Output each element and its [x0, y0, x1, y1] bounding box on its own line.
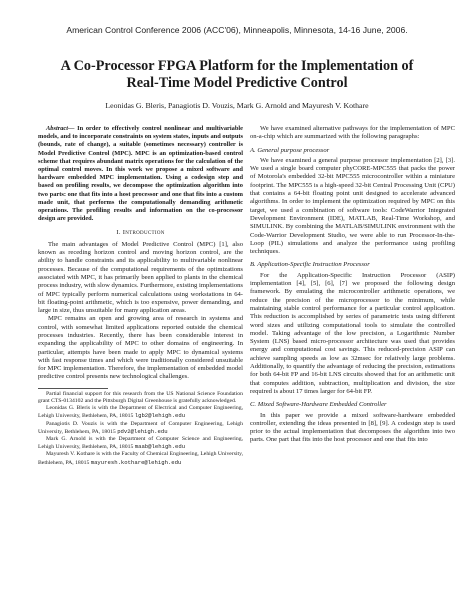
email-bleris[interactable]: lgb2@lehigh.edu: [134, 412, 186, 420]
abstract: [38, 125, 243, 223]
footnote-bleris: Leonidas G. Bleris is with the Department of Electrical and Computer Engineering, Lehigh University, Bethlehem, PA, 18015 lgb2@lehigh.edu: [38, 405, 243, 420]
left-column: [38, 125, 243, 467]
abstract-text: — In order to effectively control nonlinear and multivariable models, and to incorporate constraints on system states, inputs and outputs (bounds, rate of change), a suitable (sometimes necessary) controller is Model Predictive Control (MPC). MPC is an optimization-based control scheme that requires abundant matrix operations for the calculation of the optimal control moves. In this work we propose a mixed software and hardware embedded MPC implementation. Using a codesign step and based on profiling results, we decompose the optimization algorithm into two parts: one that fits into a host processor and one that fits into a custom made unit, that performs the computationally demanding arithmetic operations. The profiling results and information on the co-processor design are provided.: [38, 125, 243, 223]
pathways-intro: We have examined alternative pathways for the implementation of MPC on-a-chip which are summarized with the following paragraphs:: [250, 125, 455, 141]
subsection-heading-c: C. Mixed Software-Hardware Embedded Controller: [250, 401, 387, 409]
email-arnold[interactable]: maab@lehigh.edu: [134, 443, 186, 451]
right-column: [250, 125, 455, 445]
subsection-a-text: We have examined a general purpose processor implementation [2], [3]. We used a single board computer phyCORE-MPC555 that packs the power of Motorola's embedded 32-bit MPC555 microcontroller within a miniature footprint. The MPC555 is a high-speed 32-bit Central Processing Unit (CPU) that contains a 64-bit floating point unit designed to accelerate advanced algorithms. In order to implement the optimization required by MPC on this target, we used a combination of software tools: CodeWarrior Integrated Development Environment (IDE), MATLAB, Real-Time Workshop, and SIMULINK. By combining the MATLAB/SIMULINK environment with the Code-Warrior Development Studio, we were able to run Processor-In-the-Loop (PIL) simulations and analyze the performance using profiling techniques.: [250, 156, 455, 256]
footnote-rule: [38, 388, 108, 389]
footnotes: [38, 391, 243, 467]
section-heading-introduction: I. Introduction: [116, 229, 165, 237]
footnote-funding: Partial financial support for this research from the US National Science Foundation grant CTS-0134102 and the Pittsburgh Digital Greenhouse is gratefully acknowledged.: [38, 390, 243, 404]
intro-paragraph-1: The main advantages of Model Predictive Control (MPC) [1], also known as receding horizon control and moving horizon control, are the ability to handle constraints and its applicability to multivariable nonlinear processes. Because of the computational requirements of the optimizations associated with MPC, it has primarily been applied to plants in the chemical process industry, with slow dynamics. Furthermore, existing implementations of MPC typically perform numerical calculations using workstations in 64-bit floating-point arithmetic, which is too expensive, power demanding, and large in size, thus unsuitable for many application areas.: [38, 240, 243, 315]
subsection-heading-a: A. General purpose processor: [250, 146, 330, 154]
intro-paragraph-2: MPC remains an open and growing area of research in systems and control, with somewhat limited applications reported outside the chemical processes industries. Recently, there has been considerable interest in expanding the applicability of MPC to other domains of engineering. In particular, attempts have been made to apply MPC to dynamical systems with fast response times and which were traditionally considered unsuitable for MPC implementation. Therefore, the implementation of embedded model predictive control presents new technological challenges.: [38, 315, 243, 381]
abstract-label: Abstract: [46, 125, 69, 132]
author-list: Leonidas G. Bleris, Panagiotis D. Vouzis, Mark G. Arnold and Mayuresh V. Kothare: [105, 101, 369, 110]
email-kothare[interactable]: mayuresh.kothare@lehigh.edu: [90, 458, 182, 466]
footnote-vouzis: Panagiotis D. Vouzis is with the Department of Computer Engineering, Lehigh University, Bethlehem, PA, 18015 pdv2@lehigh.edu: [38, 420, 243, 435]
conference-header: American Control Conference 2006 (ACC'06), Minneapolis, Minnesota, 14-16 June, 2006.: [66, 25, 408, 35]
email-vouzis[interactable]: pdv2@lehigh.edu: [117, 427, 168, 435]
subsection-c-text: In this paper we provide a mixed software-hardware embedded controller, extending the ideas presented in [8], [9]. A codesign step is used prior to the actual implementation that decomposes the algorithm into two parts. One part that fits into the host processor and one that fits into: [250, 411, 455, 444]
footnote-kothare: Mayuresh V. Kothare is with the Faculty of Chemical Engineering, Lehigh University, Bethlehem, PA, 18015 mayuresh.kothare@lehigh.edu: [38, 451, 243, 466]
footnote-arnold: Mark G. Arnold is with the Department of Computer Science and Engineering, Lehigh University, Bethlehem, PA, 18015 maab@lehigh.edu: [38, 436, 243, 451]
title-line-1: A Co-Processor FPGA Platform for the Implementation of: [60, 58, 414, 74]
subsection-heading-b: B. Application-Specific Instruction Processor: [250, 261, 370, 269]
title-line-2: Real-Time Model Predictive Control: [126, 75, 348, 91]
subsection-b-text: For the Application-Specific Instruction Processor (ASIP) implementation [4], [5], [6], [7] we proposed the following design framework. By emulating the microcontroller arithmetic operations, we reduce the precision of the microprocessor to the minimum, while maintaining stable control performance for a particular control application. This reduction is accomplished by series of parametric tests using different word sizes and utilizing computational tools to simulate the controlled model. Taking advantage of the low precision, a Logarithmic Number System (LNS) based micro-processor architecture was used that provides energy and computational cost savings. This reduced-precision ASIP can achieve sampling speeds as low as 32msec for relatively large problems. Additionally, to quantify the advantage of reducing the precision, estimations for both 64-bit FP and 16-bit LNS circuits showed that for an arithmetic unit that computes addition, subtraction, multiplication and division, the size required is about 17 times larger for 64-bit FP.: [250, 271, 455, 395]
paper-title: [20, 58, 454, 92]
